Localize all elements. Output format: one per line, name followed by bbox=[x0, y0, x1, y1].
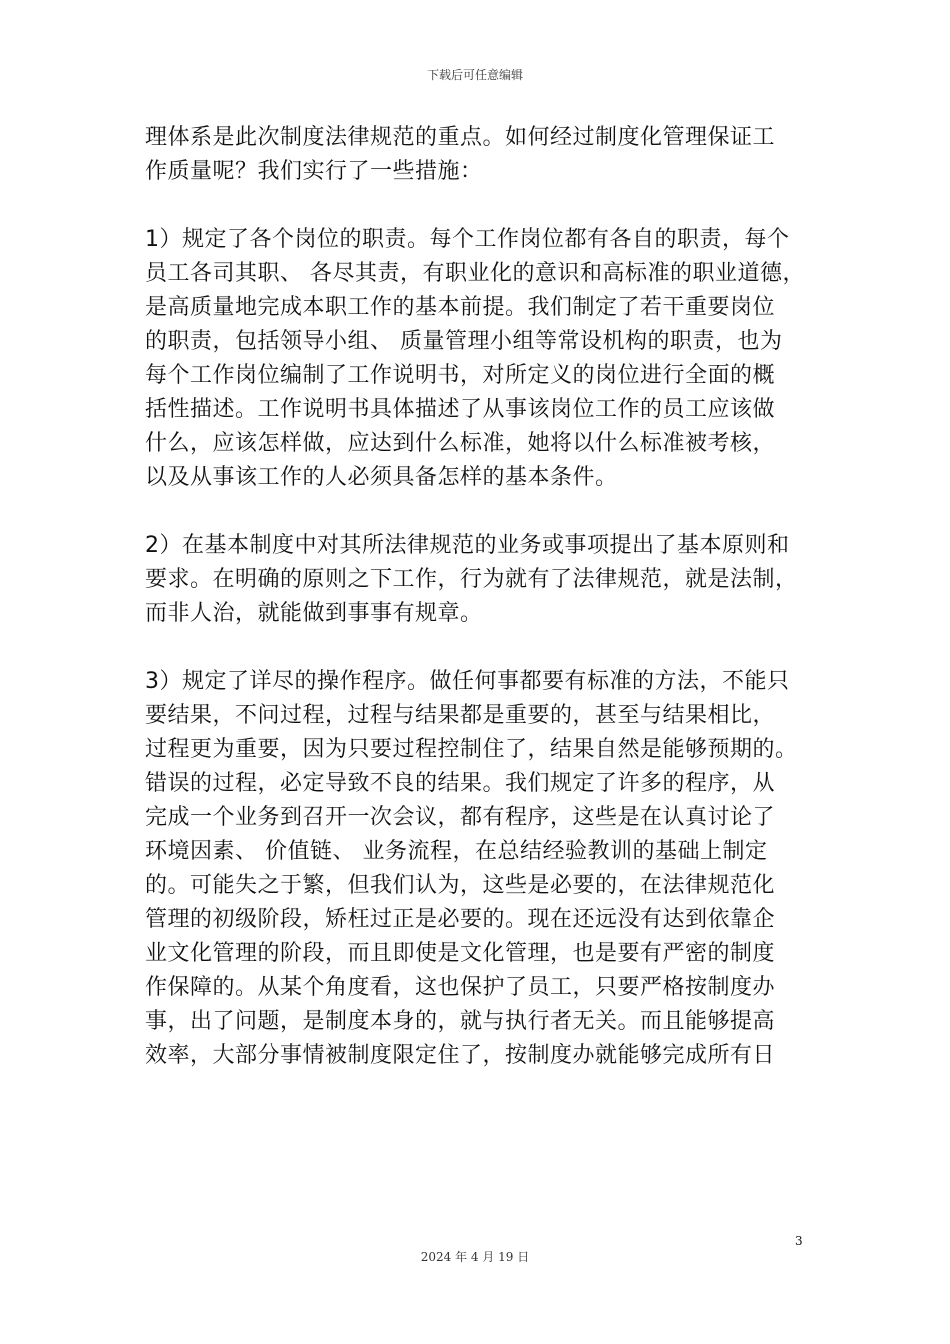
text-line: 员工各司其职、 各尽其责，有职业化的意识和高标准的职业道德， bbox=[145, 261, 805, 286]
paragraph-item-1 bbox=[145, 223, 835, 495]
text-line: 以及从事该工作的人必须具备怎样的基本条件。 bbox=[145, 465, 618, 490]
text-line: 完成一个业务到召开一次会议，都有程序，这些是在认真讨论了 bbox=[145, 805, 776, 830]
paragraph-item-2 bbox=[145, 529, 835, 631]
text-line: 的职责，包括领导小组、 质量管理小组等常设机构的职责，也为 bbox=[145, 329, 783, 354]
text-line: 括性描述。工作说明书具体描述了从事该岗位工作的员工应该做 bbox=[145, 397, 776, 422]
text-line: 管理的初级阶段，矫枉过正是必要的。现在还远没有达到依靠企 bbox=[145, 907, 776, 932]
text-line: 要结果，不问过程，过程与结果都是重要的，甚至与结果相比， bbox=[145, 703, 776, 728]
text-line: 理体系是此次制度法律规范的重点。如何经过制度化管理保证工 bbox=[145, 125, 776, 150]
page-number: 3 bbox=[795, 1234, 803, 1248]
text-line: 什么，应该怎样做，应达到什么标准，她将以什么标准被考核， bbox=[145, 431, 776, 456]
page-footer-date: 2024 年 4 月 19 日 bbox=[420, 1250, 530, 1264]
text-line: 2）在基本制度中对其所法律规范的业务或事项提出了基本原则和 bbox=[145, 533, 790, 558]
text-line: 业文化管理的阶段，而且即使是文化管理，也是要有严密的制度 bbox=[145, 941, 776, 966]
text-line: 作保障的。从某个角度看，这也保护了员工，只要严格按制度办 bbox=[145, 975, 776, 1000]
text-line: 3）规定了详尽的操作程序。做任何事都要有标准的方法，不能只 bbox=[145, 669, 790, 694]
paragraph-gap bbox=[145, 495, 835, 529]
page-header: 下载后可任意编辑 bbox=[426, 68, 523, 82]
text-line: 而非人治，就能做到事事有规章。 bbox=[145, 601, 483, 626]
text-line: 错误的过程，必定导致不良的结果。我们规定了许多的程序，从 bbox=[145, 771, 776, 796]
document-body bbox=[145, 121, 835, 1073]
text-line: 过程更为重要，因为只要过程控制住了，结果自然是能够预期的。 bbox=[145, 737, 798, 762]
text-line: 环境因素、 价值链、 业务流程，在总结经验教训的基础上制定 bbox=[145, 839, 768, 864]
paragraph-gap bbox=[145, 631, 835, 665]
paragraph-item-3 bbox=[145, 665, 835, 1073]
text-line: 事，出了问题，是制度本身的，就与执行者无关。而且能够提高 bbox=[145, 1009, 776, 1034]
text-line: 是高质量地完成本职工作的基本前提。我们制定了若干重要岗位 bbox=[145, 295, 776, 320]
text-line: 的。可能失之于繁，但我们认为，这些是必要的，在法律规范化 bbox=[145, 873, 776, 898]
text-line: 作质量呢？我们实行了一些措施： bbox=[145, 159, 483, 184]
paragraph-gap bbox=[145, 189, 835, 223]
paragraph-intro bbox=[145, 121, 835, 189]
text-line: 效率，大部分事情被制度限定住了，按制度办就能够完成所有日 bbox=[145, 1043, 776, 1068]
text-line: 1）规定了各个岗位的职责。每个工作岗位都有各自的职责，每个 bbox=[145, 227, 790, 252]
text-line: 要求。在明确的原则之下工作，行为就有了法律规范，就是法制， bbox=[145, 567, 798, 592]
text-line: 每个工作岗位编制了工作说明书，对所定义的岗位进行全面的概 bbox=[145, 363, 776, 388]
